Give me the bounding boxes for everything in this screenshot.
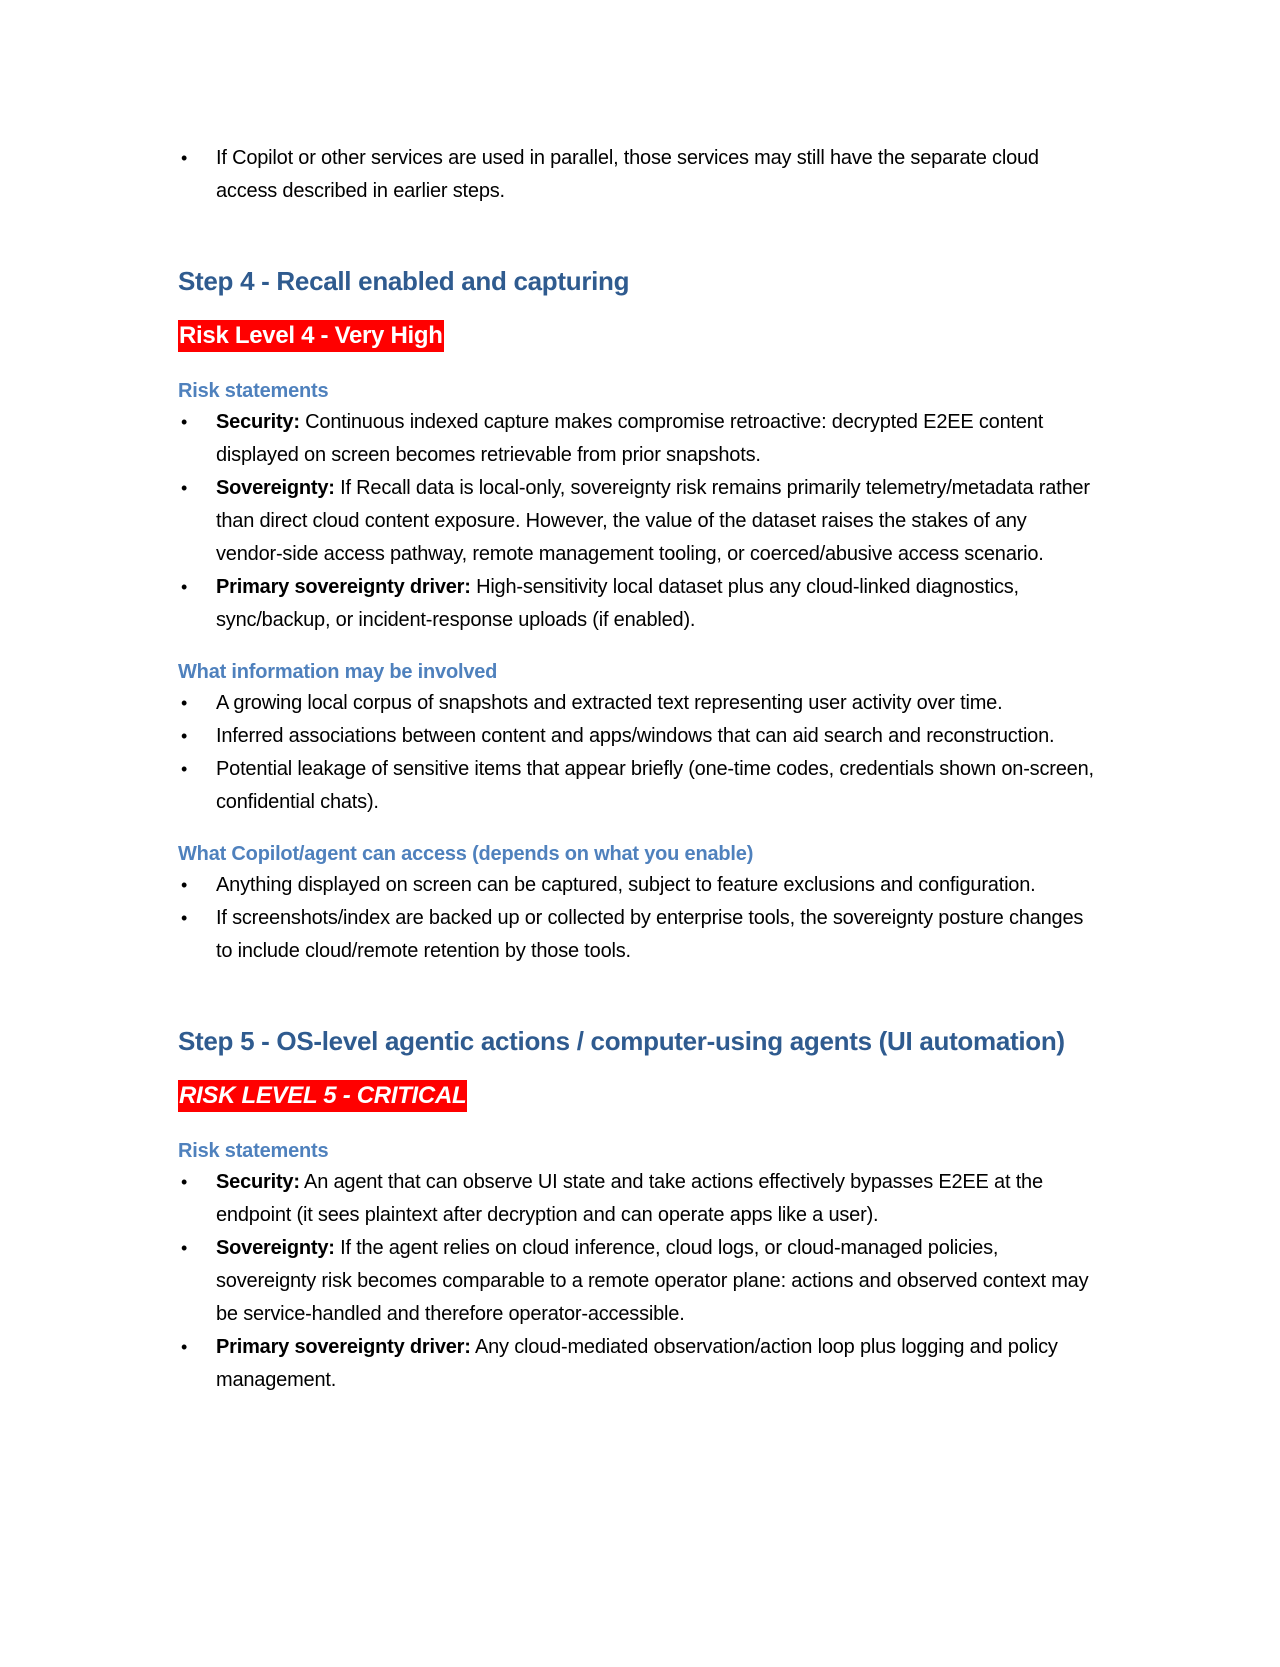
list-item (178, 869, 1098, 902)
bullet-icon: • (181, 693, 188, 713)
risk-statements-list (178, 1166, 1098, 1397)
risk-statements-heading: Risk statements (178, 1140, 329, 1162)
list-item-text: A growing local corpus of snapshots and extracted text representing user activity over time. (216, 692, 1003, 714)
step4-section (178, 264, 1098, 968)
list-item (178, 687, 1098, 720)
list-item-text: An agent that can observe UI state and take actions effectively bypasses E2EE at the endpoint (it sees plaintext after decryption and can operate apps like a user). (216, 1171, 1043, 1226)
list-item-text: If Copilot or other services are used in parallel, those services may still have the separate cloud access described in earlier steps. (216, 147, 1039, 202)
list-item-text: Any cloud-mediated observation/action loop plus logging and policy management. (216, 1336, 1058, 1391)
list-item-lead: Sovereignty: (216, 1237, 335, 1259)
list-item (178, 472, 1098, 571)
list-item-text: If the agent relies on cloud inference, cloud logs, or cloud-managed policies, sovereignty risk becomes comparable to a remote operator plane: actions and observed context may be service-handled and therefore operator-accessible. (216, 1237, 1089, 1325)
list-item (178, 902, 1098, 968)
list-item-lead: Security: (216, 1171, 300, 1193)
list-item-lead: Primary sovereignty driver: (216, 1336, 471, 1358)
info-involved-list (178, 687, 1098, 819)
risk-statements-heading: Risk statements (178, 380, 329, 402)
bullet-icon: • (181, 412, 188, 432)
list-item-lead: Primary sovereignty driver: (216, 576, 471, 598)
bullet-icon: • (181, 1238, 188, 1258)
list-item-text: High-sensitivity local dataset plus any cloud-linked diagnostics, sync/backup, or incident-response uploads (if enabled). (216, 576, 1019, 631)
intro-bullet-list (178, 142, 1098, 208)
list-item (178, 753, 1098, 819)
step5-title: Step 5 - OS-level agentic actions / computer-using agents (UI automation) (178, 1026, 1065, 1056)
list-item (178, 1331, 1098, 1397)
agent-access-list (178, 869, 1098, 968)
bullet-icon: • (181, 759, 188, 779)
list-item-lead: Security: (216, 411, 300, 433)
risk-statements-list (178, 406, 1098, 637)
list-item (178, 571, 1098, 637)
list-item-text: Potential leakage of sensitive items that appear briefly (one-time codes, credentials shown on-screen, confidential chats). (216, 758, 1094, 813)
bullet-icon: • (181, 148, 188, 168)
list-item-lead: Sovereignty: (216, 477, 335, 499)
agent-access-heading: What Copilot/agent can access (depends on what you enable) (178, 843, 754, 865)
bullet-icon: • (181, 875, 188, 895)
bullet-icon: • (181, 726, 188, 746)
document-page (178, 142, 1098, 1397)
list-item-text: If screenshots/index are backed up or collected by enterprise tools, the sovereignty posture changes to include cloud/remote retention by those tools. (216, 907, 1084, 962)
risk-level-badge: Risk Level 4 - Very High (178, 320, 444, 352)
list-item (178, 720, 1098, 753)
info-involved-heading: What information may be involved (178, 661, 498, 683)
step4-title: Step 4 - Recall enabled and capturing (178, 266, 630, 296)
list-item-text: If Recall data is local-only, sovereignty risk remains primarily telemetry/metadata rather than direct cloud content exposure. However, the value of the dataset raises the stakes of any vendor-side access pathway, remote management tooling, or coerced/abusive access scenario. (216, 477, 1090, 565)
bullet-icon: • (181, 577, 188, 597)
bullet-icon: • (181, 908, 188, 928)
bullet-icon: • (181, 1337, 188, 1357)
list-item (178, 142, 1098, 208)
list-item (178, 1166, 1098, 1232)
bullet-icon: • (181, 1172, 188, 1192)
list-item-text: Inferred associations between content and apps/windows that can aid search and reconstruction. (216, 725, 1055, 747)
list-item-text: Anything displayed on screen can be captured, subject to feature exclusions and configuration. (216, 874, 1036, 896)
risk-level-badge: RISK LEVEL 5 - CRITICAL (178, 1080, 467, 1112)
bullet-icon: • (181, 478, 188, 498)
step5-section (178, 1024, 1098, 1397)
list-item (178, 1232, 1098, 1331)
list-item (178, 406, 1098, 472)
list-item-text: Continuous indexed capture makes compromise retroactive: decrypted E2EE content displayed on screen becomes retrievable from prior snapshots. (216, 411, 1044, 466)
